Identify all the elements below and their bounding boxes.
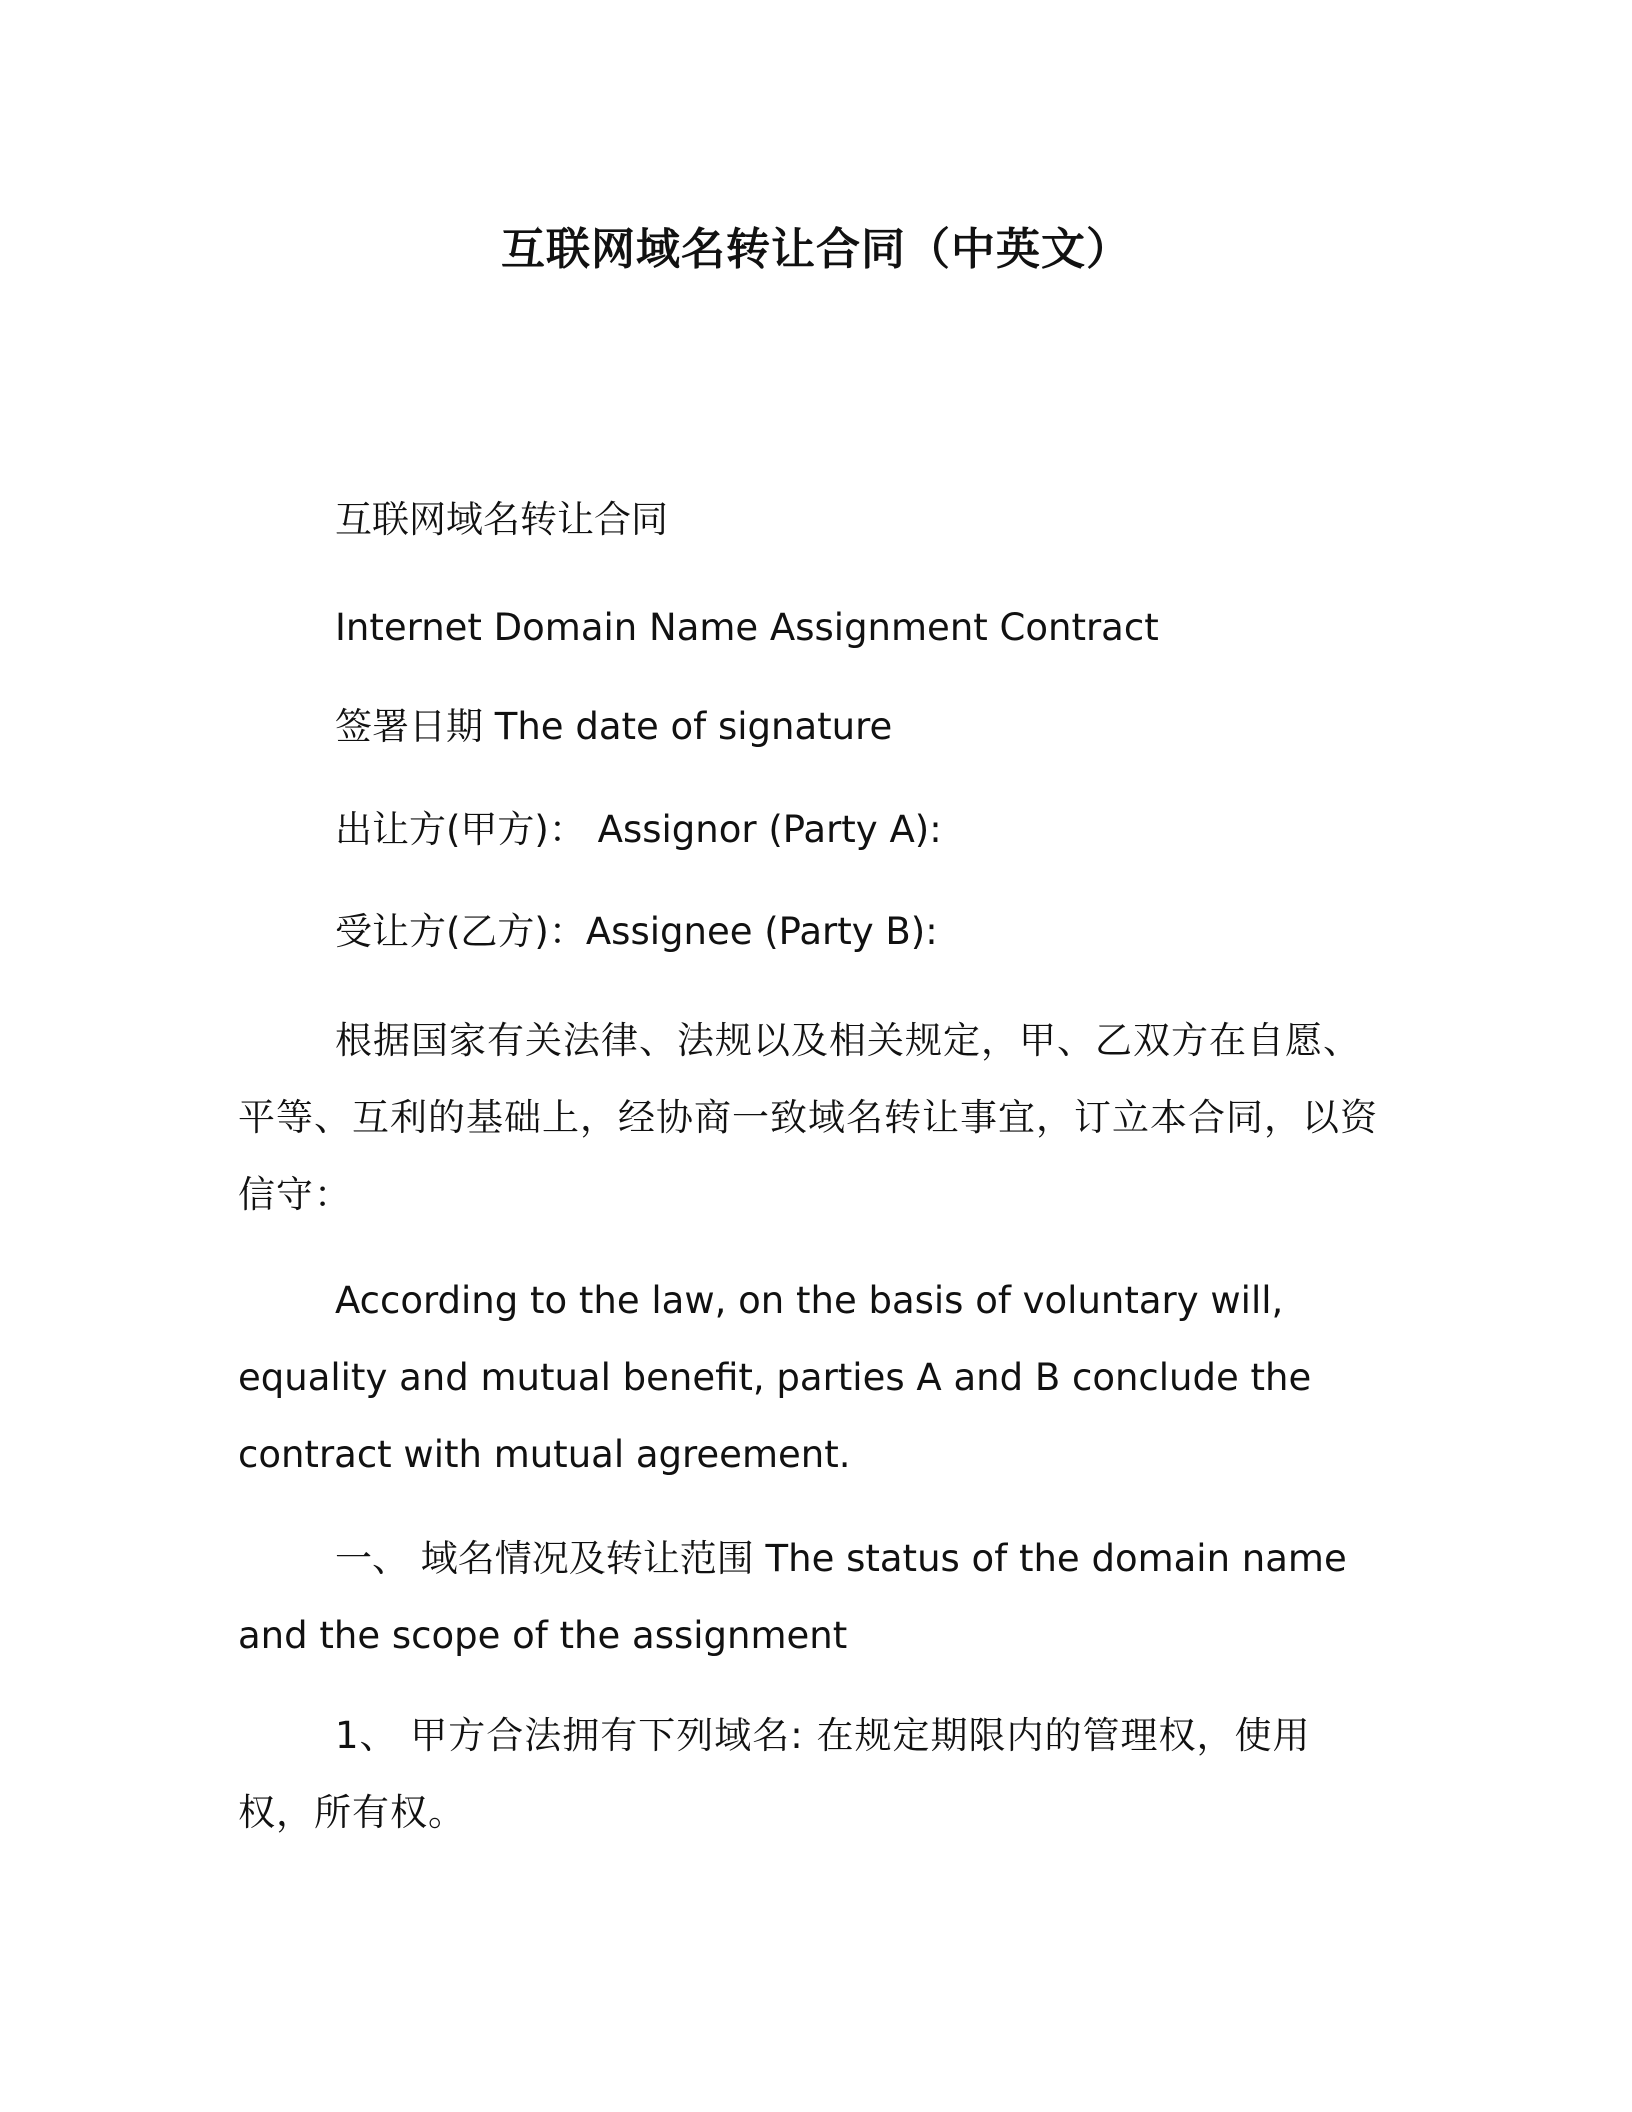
subtitle-chinese: 互联网域名转让合同 — [335, 498, 668, 541]
party-b-line: 受让方(乙方)：Assignee (Party B): — [335, 910, 938, 953]
party-a-line: 出让方(甲方)： Assignor (Party A): — [335, 808, 942, 851]
subtitle-english: Internet Domain Name Assignment Contract — [335, 606, 1159, 649]
preamble-english: According to the law, on the basis of voluntary will, equality and mutual benefit, parties A and B conclude the contract with mutual agreement. — [238, 1279, 1312, 1476]
section-1-heading: 一、 域名情况及转让范围 The status of the domain name and the scope of the assignment — [238, 1537, 1347, 1657]
clause-1: 1、 甲方合法拥有下列域名: 在规定期限内的管理权，使用权，所有权。 — [238, 1714, 1311, 1834]
signature-date-line: 签署日期 The date of signature — [335, 705, 893, 748]
document-title: 互联网域名转让合同（中英文） — [501, 224, 1131, 275]
preamble-chinese: 根据国家有关法律、法规以及相关规定，甲、乙双方在自愿、平等、互利的基础上，经协商一致域名转让事宜，订立本合同，以资信守： — [238, 1019, 1378, 1216]
